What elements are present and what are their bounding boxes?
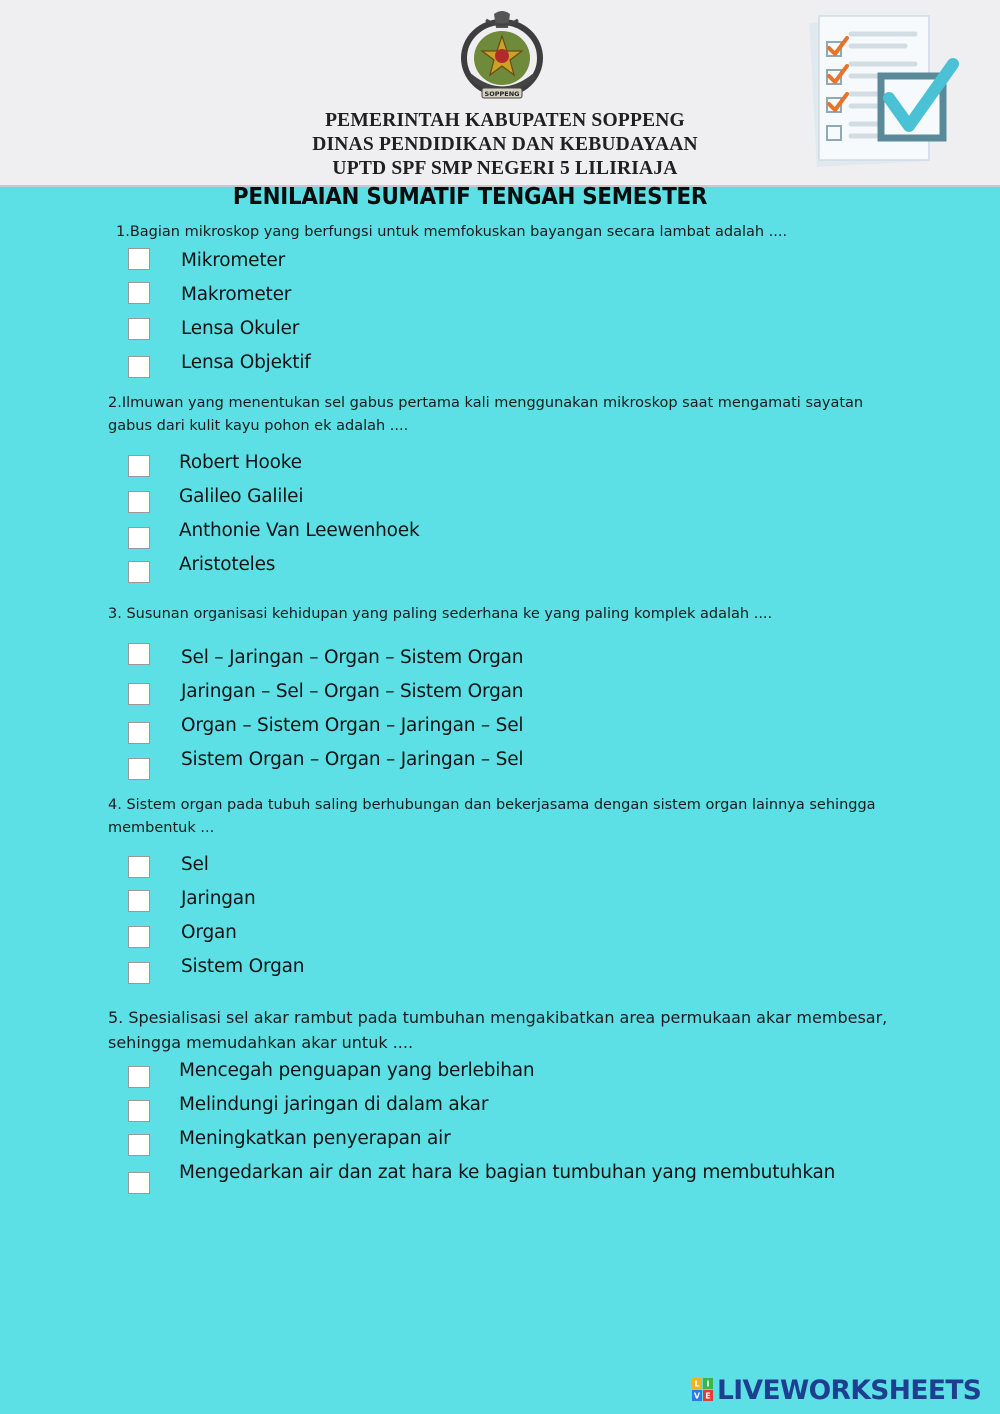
q3-option-4-checkbox[interactable] <box>128 758 150 780</box>
q3-option-4-label: Sistem Organ – Organ – Jaringan – Sel <box>181 749 524 770</box>
q1-option-2-label: Makrometer <box>181 284 292 305</box>
q3-option-1-checkbox[interactable] <box>128 643 150 665</box>
q2-option-2-checkbox[interactable] <box>128 491 150 513</box>
government-line: PEMERINTAH KABUPATEN SOPPENG <box>325 110 685 131</box>
q5-option-1-label: Mencegah penguapan yang berlebihan <box>179 1060 535 1081</box>
soppeng-emblem-icon <box>456 6 548 102</box>
q4-option-4-checkbox[interactable] <box>128 962 150 984</box>
q5-option-4-checkbox[interactable] <box>128 1172 150 1194</box>
letterhead-text <box>250 109 760 181</box>
q5-option-2-checkbox[interactable] <box>128 1100 150 1122</box>
q2-option-1-label: Robert Hooke <box>179 452 302 473</box>
q1-option-4-label: Lensa Objektif <box>181 352 311 373</box>
q3-option-2-checkbox[interactable] <box>128 683 150 705</box>
question-1: 1.Bagian mikroskop yang berfungsi untuk memfokuskan bayangan secara lambat adalah .... <box>116 224 788 240</box>
question-4: 4. Sistem organ pada tubuh saling berhubungan dan bekerjasama dengan sistem organ lainnya sehingga membentuk ... <box>108 797 876 836</box>
q1-option-3-checkbox[interactable] <box>128 318 150 340</box>
q1-option-4-checkbox[interactable] <box>128 356 150 378</box>
q2-option-4-checkbox[interactable] <box>128 561 150 583</box>
q4-option-4-label: Sistem Organ <box>181 956 305 977</box>
q2-option-4-label: Aristoteles <box>179 554 276 575</box>
q4-option-2-label: Jaringan <box>181 888 256 909</box>
q3-option-1-label: Sel – Jaringan – Organ – Sistem Organ <box>181 647 524 668</box>
q4-option-3-checkbox[interactable] <box>128 926 150 948</box>
letterhead-header <box>0 0 1000 187</box>
q5-option-3-checkbox[interactable] <box>128 1134 150 1156</box>
svg-text:I: I <box>706 1379 710 1389</box>
svg-text:E: E <box>705 1391 711 1401</box>
svg-text:V: V <box>693 1391 701 1401</box>
liveworksheets-icon <box>692 1378 714 1402</box>
question-5: 5. Spesialisasi sel akar rambut pada tumbuhan mengakibatkan area permukaan akar membesar, sehingga memudahkan akar untuk .... <box>108 1008 888 1052</box>
q2-option-3-checkbox[interactable] <box>128 527 150 549</box>
q5-option-3-label: Meningkatkan penyerapan air <box>179 1128 451 1149</box>
q1-option-3-label: Lensa Okuler <box>181 318 300 339</box>
q4-option-2-checkbox[interactable] <box>128 890 150 912</box>
q4-option-1-label: Sel <box>181 854 209 875</box>
q5-option-1-checkbox[interactable] <box>128 1066 150 1088</box>
school-line: UPTD SPF SMP NEGERI 5 LILIRIAJA <box>332 158 678 179</box>
q1-option-2-checkbox[interactable] <box>128 282 150 304</box>
q3-option-2-label: Jaringan – Sel – Organ – Sistem Organ <box>181 681 524 702</box>
q2-option-2-label: Galileo Galilei <box>179 486 304 507</box>
q1-option-1-checkbox[interactable] <box>128 248 150 270</box>
q4-option-3-label: Organ <box>181 922 237 943</box>
q1-option-1-label: Mikrometer <box>181 250 285 271</box>
liveworksheets-wordmark: LIVEWORKSHEETS <box>717 1374 982 1406</box>
emblem-label: SOPPENG <box>484 90 520 98</box>
department-line: DINAS PENDIDIKAN DAN KEBUDAYAAN <box>312 134 698 155</box>
q2-option-1-checkbox[interactable] <box>128 455 150 477</box>
q5-option-2-label: Melindungi jaringan di dalam akar <box>179 1094 489 1115</box>
page-title: PENILAIAN SUMATIF TENGAH SEMESTER <box>232 184 708 210</box>
q2-option-3-label: Anthonie Van Leewenhoek <box>179 520 420 541</box>
question-3: 3. Susunan organisasi kehidupan yang paling sederhana ke yang paling komplek adalah .... <box>108 606 773 622</box>
svg-text:L: L <box>694 1379 700 1389</box>
liveworksheets-logo[interactable] <box>692 1374 981 1406</box>
q3-option-3-label: Organ – Sistem Organ – Jaringan – Sel <box>181 715 524 736</box>
checklist-icon <box>805 12 967 170</box>
question-2: 2.Ilmuwan yang menentukan sel gabus pertama kali menggunakan mikroskop saat mengamati sayatan gabus dari kulit kayu pohon ek adalah .... <box>108 395 864 434</box>
q4-option-1-checkbox[interactable] <box>128 856 150 878</box>
q3-option-3-checkbox[interactable] <box>128 722 150 744</box>
q5-option-4-label: Mengedarkan air dan zat hara ke bagian tumbuhan yang membutuhkan <box>179 1162 836 1183</box>
